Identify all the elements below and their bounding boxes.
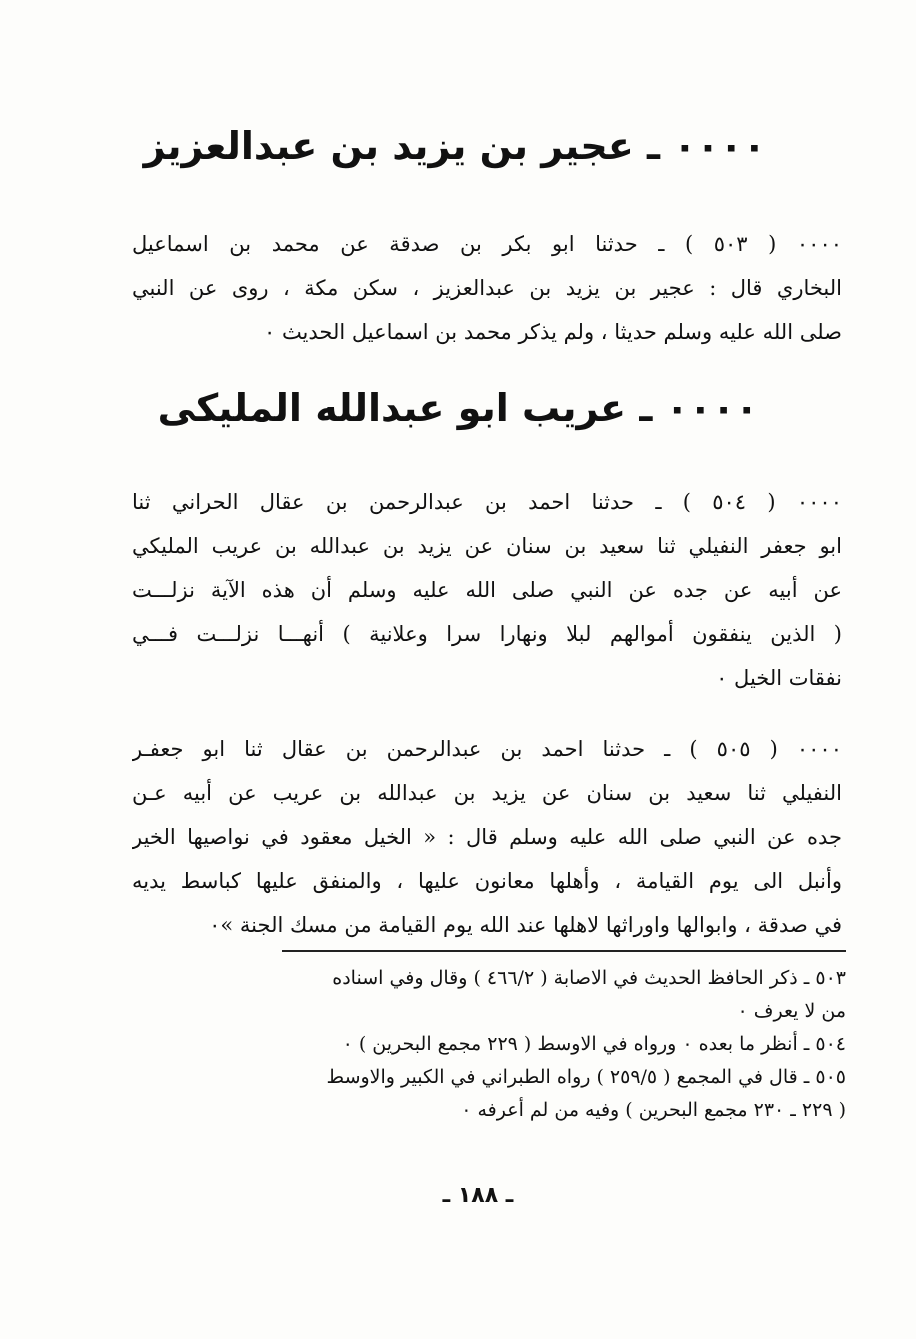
text-line: جده عن النبي صلى الله عليه وسلم قال : « الخيل معقود في نواصيها الخير [132, 825, 842, 849]
text-line: النفيلي ثنا سعيد بن سنان عن يزيد بن عبدالله بن عريب عن أبيه عـن [132, 781, 842, 805]
page-number: ـ ١٨٨ ـ [442, 1183, 514, 1208]
hadith-entry-504 [132, 480, 842, 700]
section-heading-ujair: ٠٠٠٠ ـ عجير بن يزيد بن عبدالعزيز [143, 124, 766, 168]
footnote-line: من لا يعرف ٠ [737, 1000, 846, 1022]
hadith-entry-503 [132, 222, 842, 354]
section-heading-urayb: ٠٠٠٠ ـ عريب ابو عبدالله المليكى [157, 386, 759, 430]
text-line: ٠٠٠٠ ( ٥٠٤ ) ـ حدثنا احمد بن عبدالرحمن بن عقال الحراني ثنا [132, 490, 842, 514]
text-line: البخاري قال : عجير بن يزيد بن عبدالعزيز ، سكن مكة ، روى عن النبي [132, 276, 842, 300]
text-line: صلى الله عليه وسلم حديثا ، ولم يذكر محمد بن اسماعيل الحديث ٠ [263, 320, 842, 344]
text-line: ٠٠٠٠ ( ٥٠٥ ) ـ حدثنا احمد بن عبدالرحمن بن عقال ثنا ابو جعفـر [132, 737, 842, 761]
text-line: في صدقة ، وابوالها واوراثها لاهلها عند الله يوم القيامة من مسك الجنة »٠ [209, 913, 842, 937]
hadith-entry-505 [132, 727, 842, 947]
footnotes [140, 962, 846, 1127]
footnote-line: ( ٢٢٩ ـ ٢٣٠ مجمع البحرين ) وفيه من لم أعرفه ٠ [461, 1099, 846, 1121]
footnote-line: ٥٠٥ ـ قال في المجمع ( ٢٥٩/٥ ) رواه الطبراني في الكبير والاوسط [326, 1066, 846, 1088]
text-line: نفقات الخيل ٠ [716, 666, 842, 690]
text-line: ٠٠٠٠ ( ٥٠٣ ) ـ حدثنا ابو بكر بن صدقة عن محمد بن اسماعيل [132, 232, 842, 256]
footnote-line: ٥٠٤ ـ أنظر ما بعده ٠ ورواه في الاوسط ( ٢٢٩ مجمع البحرين ) ٠ [342, 1033, 846, 1055]
text-line: ابو جعفر النفيلي ثنا سعيد بن سنان عن يزيد بن عبدالله بن عريب المليكي [132, 534, 842, 558]
footnote-divider [282, 950, 846, 952]
footnote-line: ٥٠٣ ـ ذكر الحافظ الحديث في الاصابة ( ٤٦٦/٢ ) وقال وفي اسناده [332, 967, 846, 989]
text-line: عن أبيه عن جده عن النبي صلى الله عليه وسلم أن هذه الآية نزلـــت [132, 578, 842, 602]
text-line: ( الذين ينفقون أموالهم لبلا ونهارا سرا وعلانية ) أنهـــا نزلـــت فـــي [132, 622, 842, 646]
text-line: وأنبل الى يوم القيامة ، وأهلها معانون عليها ، والمنفق عليها كباسط يديه [132, 869, 842, 893]
